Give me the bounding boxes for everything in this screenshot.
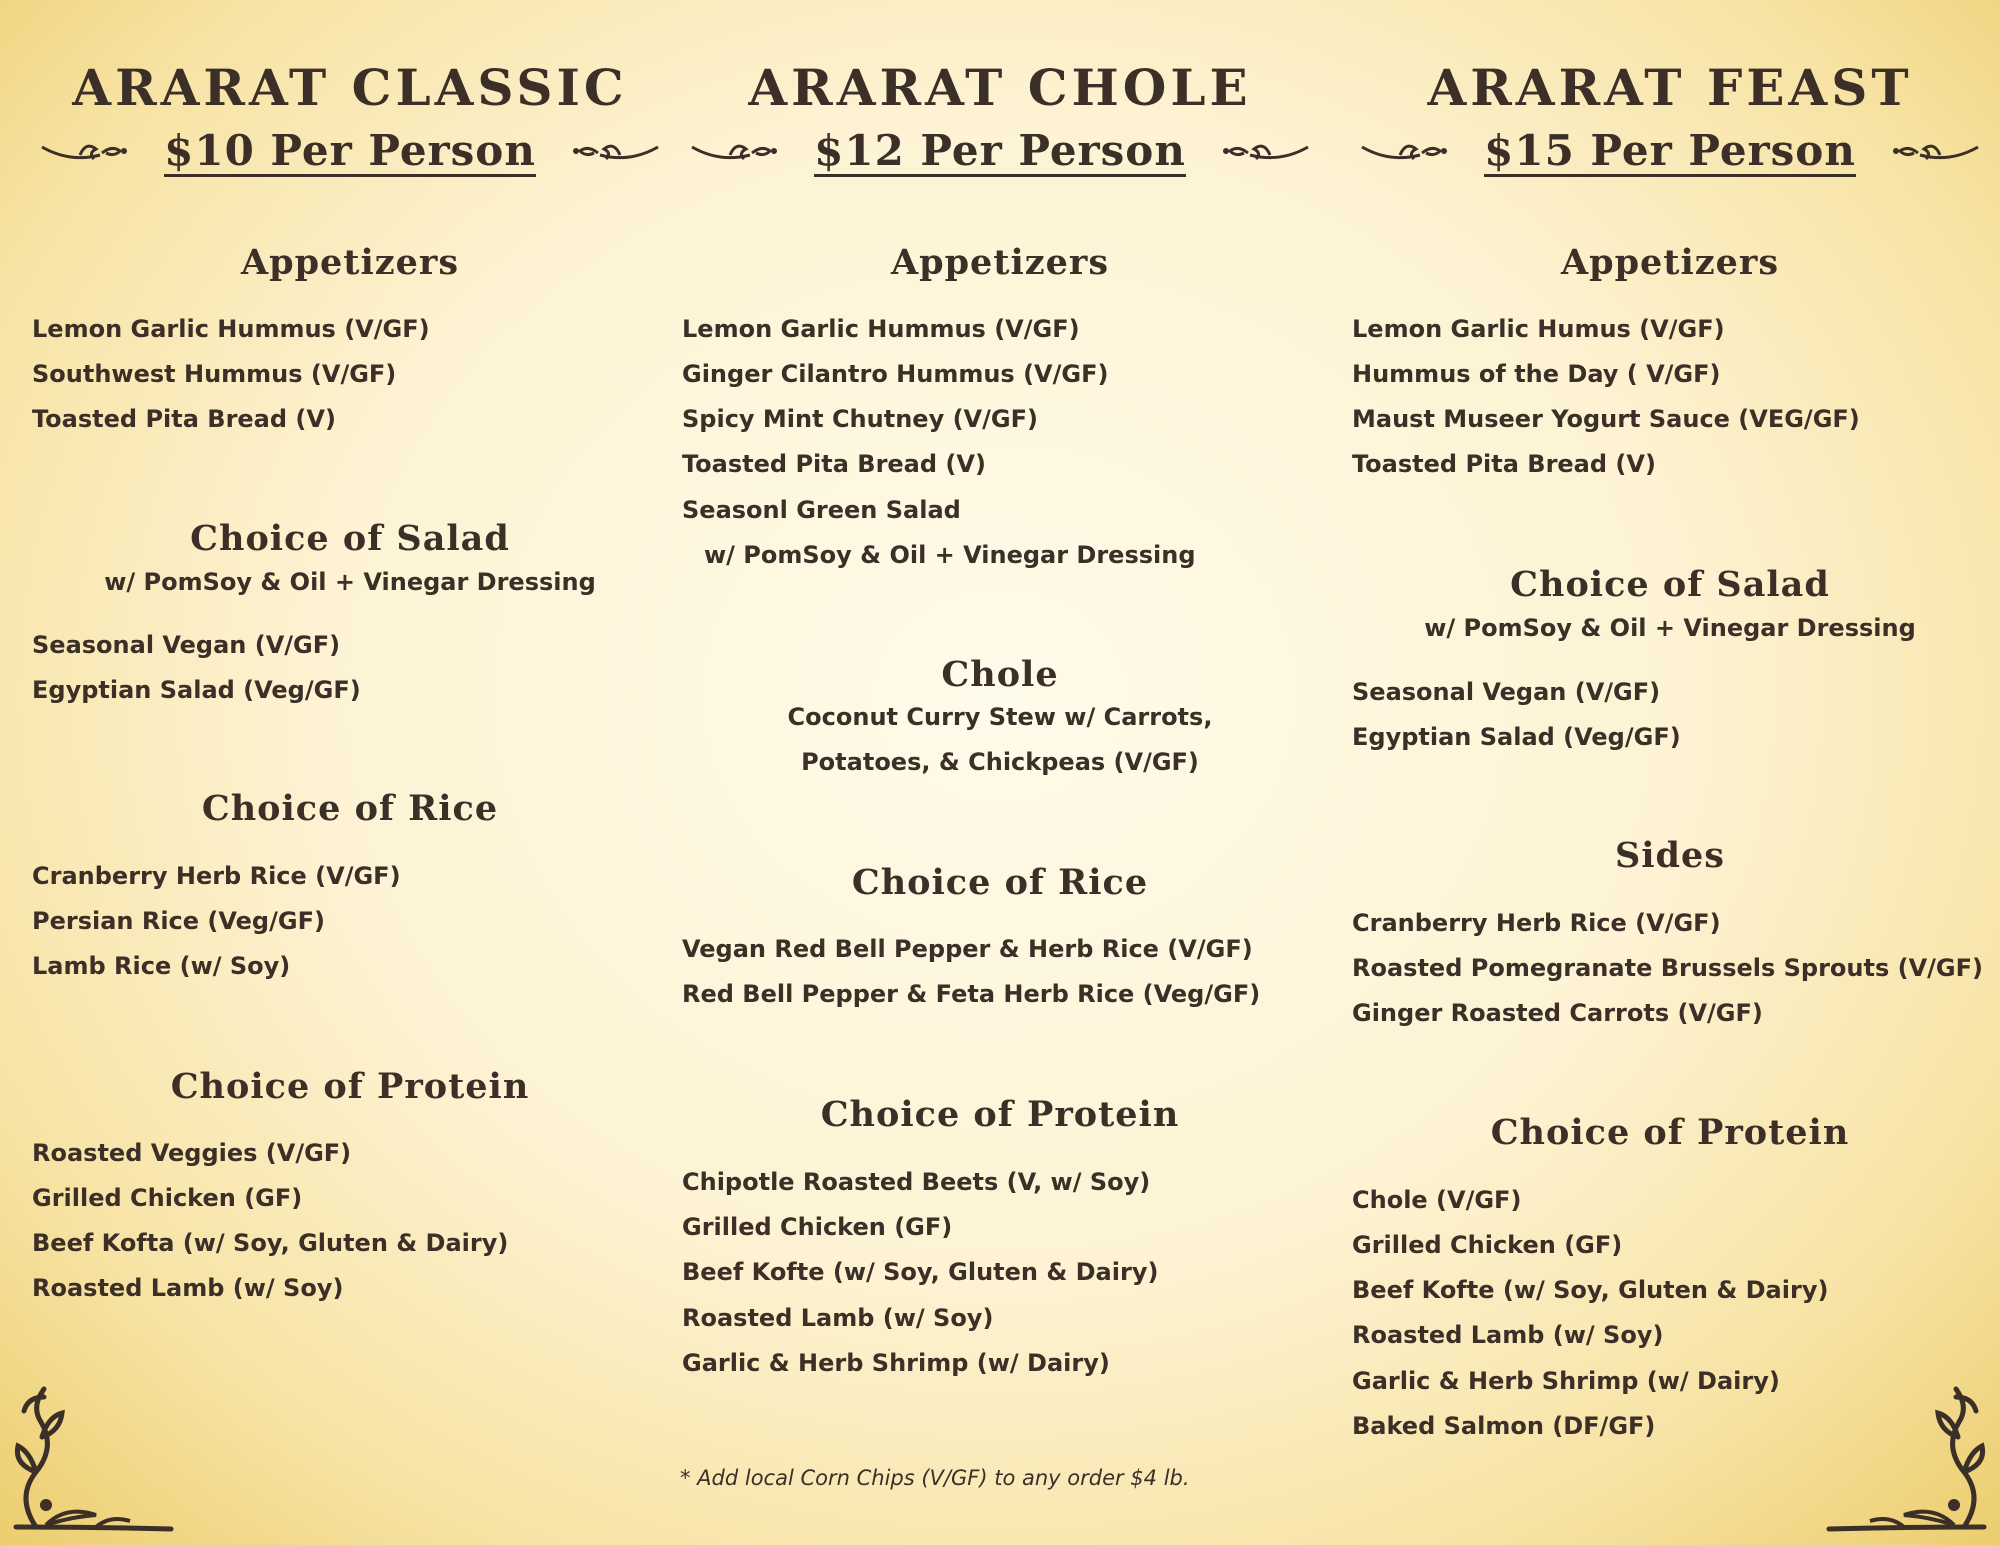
flourish-right-icon: [1214, 133, 1310, 173]
section-heading-rice: Choice of Rice: [851, 862, 1149, 903]
menu-item: Lemon Garlic Hummus (V/GF): [32, 315, 430, 343]
price-row: [680, 128, 1320, 177]
flourish-left-icon: [1360, 133, 1456, 173]
price-row: [1350, 128, 1990, 177]
section-subtitle: w/ PomSoy & Oil + Vinegar Dressing: [104, 568, 596, 596]
menu-title: ARARAT FEAST: [1427, 58, 1913, 117]
menu-item: Potatoes, & Chickpeas (V/GF): [801, 748, 1199, 776]
menu-item: Roasted Veggies (V/GF): [32, 1139, 352, 1167]
menu-item: Baked Salmon (DF/GF): [1352, 1412, 1656, 1440]
menu-item: Vegan Red Bell Pepper & Herb Rice (V/GF): [682, 935, 1253, 963]
menu-title: ARARAT CHOLE: [748, 58, 1252, 117]
menu-item-note: w/ PomSoy & Oil + Vinegar Dressing: [704, 541, 1196, 569]
menu-item: Seasonl Green Salad: [682, 496, 961, 524]
menu-item: Ginger Roasted Carrots (V/GF): [1352, 999, 1763, 1027]
menu-item: Coconut Curry Stew w/ Carrots,: [787, 703, 1213, 731]
menu-item: Egyptian Salad (Veg/GF): [32, 676, 361, 704]
price-row: [30, 128, 670, 177]
flourish-left-icon: [40, 133, 136, 173]
menu-item: Red Bell Pepper & Feta Herb Rice (Veg/GF): [682, 980, 1261, 1008]
menu-item: Lemon Garlic Hummus (V/GF): [682, 315, 1080, 343]
section-heading-appetizers: Appetizers: [1560, 242, 1780, 283]
menu-title: ARARAT CLASSIC: [72, 58, 628, 117]
menu-item: Southwest Hummus (V/GF): [32, 360, 397, 388]
section-heading-salad: Choice of Salad: [1510, 564, 1830, 605]
menu-item: Roasted Pomegranate Brussels Sprouts (V/GF): [1352, 954, 1983, 982]
section-heading-appetizers: Appetizers: [240, 242, 460, 283]
flourish-right-icon: [1884, 133, 1980, 173]
price-per-person: $15 Per Person: [1484, 128, 1856, 177]
section-heading-chole: Chole: [941, 654, 1059, 695]
section-heading-protein: Choice of Protein: [170, 1066, 530, 1107]
menu-item: Toasted Pita Bread (V): [1352, 450, 1656, 478]
menu-item: Lamb Rice (w/ Soy): [32, 952, 291, 980]
menu-item: Seasonal Vegan (V/GF): [1352, 678, 1661, 706]
menu-item: Chole (V/GF): [1352, 1186, 1522, 1214]
corner-flourish-icon: [1824, 1377, 1994, 1537]
section-heading-protein: Choice of Protein: [1490, 1112, 1850, 1153]
menu-item: Seasonal Vegan (V/GF): [32, 631, 341, 659]
menu-item: Grilled Chicken (GF): [682, 1213, 953, 1241]
section-heading-sides: Sides: [1614, 835, 1726, 876]
menu-item: Grilled Chicken (GF): [1352, 1231, 1623, 1259]
flourish-left-icon: [690, 133, 786, 173]
menu-item: Cranberry Herb Rice (V/GF): [32, 862, 401, 890]
section-heading-protein: Choice of Protein: [820, 1094, 1180, 1135]
menu-item: Grilled Chicken (GF): [32, 1184, 303, 1212]
menu-item: Toasted Pita Bread (V): [32, 405, 336, 433]
menu-item: Roasted Lamb (w/ Soy): [1352, 1321, 1664, 1349]
price-per-person: $10 Per Person: [164, 128, 536, 177]
menu-item: Spicy Mint Chutney (V/GF): [682, 405, 1038, 433]
section-heading-salad: Choice of Salad: [190, 518, 510, 559]
price-per-person: $12 Per Person: [814, 128, 1186, 177]
menu-item: Persian Rice (Veg/GF): [32, 907, 325, 935]
section-heading-appetizers: Appetizers: [890, 242, 1110, 283]
menu-item: Garlic & Herb Shrimp (w/ Dairy): [682, 1349, 1110, 1377]
menu-item: Ginger Cilantro Hummus (V/GF): [682, 360, 1109, 388]
menu-item: Garlic & Herb Shrimp (w/ Dairy): [1352, 1367, 1780, 1395]
section-subtitle: w/ PomSoy & Oil + Vinegar Dressing: [1424, 614, 1916, 642]
menu-item: Beef Kofte (w/ Soy, Gluten & Dairy): [682, 1258, 1159, 1286]
menu-item: Chipotle Roasted Beets (V, w/ Soy): [682, 1168, 1151, 1196]
menu-item: Lemon Garlic Humus (V/GF): [1352, 315, 1725, 343]
menu-item: Egyptian Salad (Veg/GF): [1352, 723, 1681, 751]
menu-item: Roasted Lamb (w/ Soy): [32, 1274, 344, 1302]
menu-item: Beef Kofte (w/ Soy, Gluten & Dairy): [1352, 1276, 1829, 1304]
menu-item: Maust Museer Yogurt Sauce (VEG/GF): [1352, 405, 1860, 433]
menu-item: Toasted Pita Bread (V): [682, 450, 986, 478]
menu-item: Beef Kofta (w/ Soy, Gluten & Dairy): [32, 1229, 509, 1257]
corner-flourish-icon: [6, 1377, 176, 1537]
menu-item: Hummus of the Day ( V/GF): [1352, 360, 1721, 388]
menu-item: Cranberry Herb Rice (V/GF): [1352, 909, 1721, 937]
menu-item: Roasted Lamb (w/ Soy): [682, 1304, 994, 1332]
flourish-right-icon: [564, 133, 660, 173]
section-heading-rice: Choice of Rice: [201, 788, 499, 829]
footnote: * Add local Corn Chips (V/GF) to any order $4 lb.: [680, 1466, 1190, 1490]
